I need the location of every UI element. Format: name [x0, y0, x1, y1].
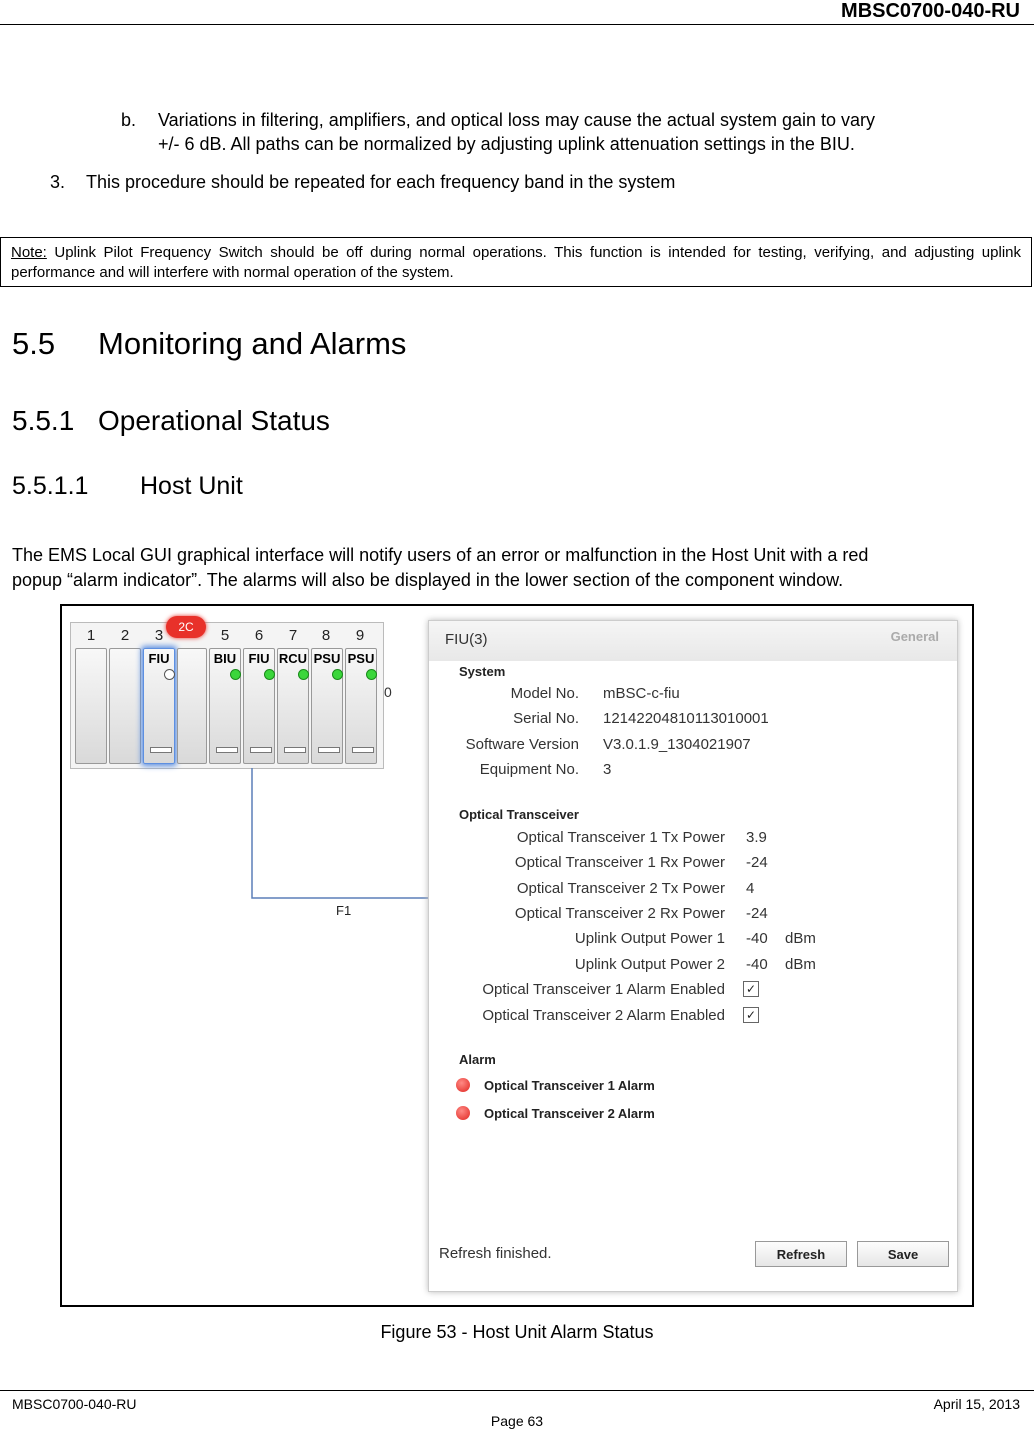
note-text: Uplink Pilot Frequency Switch should be off during normal operations. This function is intended for testing, verifying, and adjusting uplink performance and will interfere with normal operation of the system. — [11, 244, 1021, 281]
module-label-biu: BIU — [213, 651, 237, 666]
figure-caption: Figure 53 - Host Unit Alarm Status — [380, 1322, 654, 1342]
ot2-alarm-label: Optical Transceiver 2 Alarm — [484, 1106, 655, 1121]
heading-5-5-title: Monitoring and Alarms — [98, 326, 407, 361]
slot-number-2: 2 — [120, 627, 130, 644]
optical-transceiver-section-header: Optical Transceiver — [459, 807, 579, 822]
module-label-psu: PSU — [347, 651, 375, 666]
footer-rule — [0, 1390, 1034, 1391]
refresh-button[interactable]: Refresh — [755, 1241, 847, 1267]
status-message: Refresh finished. — [439, 1245, 552, 1262]
slot-number-6: 6 — [254, 627, 264, 644]
ot2-rx-power-value: -24 — [746, 905, 768, 922]
panel-header — [429, 621, 957, 661]
slot-number-8: 8 — [321, 627, 331, 644]
rack-side-label: 0 — [384, 684, 392, 700]
ot2-alarm-enabled-label: Optical Transceiver 2 Alarm Enabled — [482, 1007, 725, 1024]
uplink-output-power-2-label: Uplink Output Power 2 — [574, 956, 725, 973]
module-label-rcu: RCU — [278, 651, 308, 666]
note-box — [0, 237, 1032, 287]
model-no-label: Model No. — [510, 685, 579, 702]
ot1-alarm-enabled-checkbox[interactable]: ✓ — [743, 981, 759, 997]
heading-5-5-number: 5.5 — [12, 326, 56, 361]
uplink-output-power-2-value: -40 — [746, 956, 768, 973]
slot-number-7: 7 — [288, 627, 298, 644]
alarm-popup-indicator[interactable]: 2C — [166, 616, 206, 638]
uplink-output-power-2-unit: dBm — [785, 956, 816, 973]
f1-connection-line — [62, 606, 432, 916]
list-letter-b: b. — [121, 110, 137, 130]
uplink-output-power-1-unit: dBm — [785, 930, 816, 947]
ot1-tx-power-value: 3.9 — [746, 829, 767, 846]
item-b-line-2: +/- 6 dB. All paths can be normalized by adjusting uplink attenuation settings in the BIU. — [158, 134, 855, 154]
footer-page-number: Page 63 — [490, 1413, 544, 1429]
header-rule — [0, 24, 1034, 25]
slot-number-1: 1 — [86, 627, 96, 644]
equipment-no-value: 3 — [603, 761, 612, 778]
ot1-alarm-enabled-label: Optical Transceiver 1 Alarm Enabled — [482, 981, 725, 998]
module-label-fiu: FIU — [248, 651, 270, 666]
item-3-text: This procedure should be repeated for each frequency band in the system — [86, 172, 676, 192]
ot2-alarm-enabled-checkbox[interactable]: ✓ — [743, 1007, 759, 1023]
serial-no-label: Serial No. — [513, 710, 579, 727]
f1-link-label: F1 — [336, 903, 352, 918]
ot1-alarm-label: Optical Transceiver 1 Alarm — [484, 1078, 655, 1093]
ot2-tx-power-label: Optical Transceiver 2 Tx Power — [516, 880, 725, 897]
item-b-line-1: Variations in filtering, amplifiers, and optical loss may cause the actual system gain to vary — [158, 110, 875, 130]
slot-number-3: 3 — [154, 627, 164, 644]
serial-no-value: 12142204810113010001 — [603, 710, 769, 727]
heading-5-5-1-1-number: 5.5.1.1 — [12, 472, 89, 500]
software-version-value: V3.0.1.9_1304021907 — [603, 736, 751, 753]
software-version-label: Software Version — [465, 736, 579, 753]
slot-number-5: 5 — [220, 627, 230, 644]
model-no-value: mBSC-c-fiu — [603, 685, 680, 702]
slot-number-9: 9 — [355, 627, 365, 644]
alarm-section-header: Alarm — [459, 1052, 496, 1067]
footer-date: April 15, 2013 — [933, 1396, 1020, 1412]
uplink-output-power-1-value: -40 — [746, 930, 768, 947]
note-label: Note: — [11, 244, 47, 261]
footer-doc-id: MBSC0700-040-RU — [12, 1396, 137, 1412]
equipment-no-label: Equipment No. — [479, 761, 579, 778]
ot2-tx-power-value: 4 — [746, 880, 755, 897]
module-label-fiu: FIU — [148, 651, 170, 666]
list-number-3: 3. — [50, 172, 66, 192]
ot1-tx-power-label: Optical Transceiver 1 Tx Power — [516, 829, 725, 846]
alarm-red-indicator-icon — [456, 1106, 470, 1120]
heading-5-5-1-1-title: Host Unit — [140, 472, 243, 500]
ot2-rx-power-label: Optical Transceiver 2 Rx Power — [514, 905, 725, 922]
module-label-psu: PSU — [313, 651, 341, 666]
system-section-header: System — [459, 664, 506, 679]
panel-title: FIU(3) — [445, 631, 488, 648]
uplink-output-power-1-label: Uplink Output Power 1 — [574, 930, 725, 947]
ot1-rx-power-value: -24 — [746, 854, 768, 871]
paragraph-line-2: popup “alarm indicator”. The alarms will also be displayed in the lower section of the component window. — [12, 570, 844, 590]
tab-general[interactable]: General — [890, 629, 939, 644]
ot1-rx-power-label: Optical Transceiver 1 Rx Power — [514, 854, 725, 871]
alarm-red-indicator-icon — [456, 1078, 470, 1092]
save-button[interactable]: Save — [857, 1241, 949, 1267]
heading-5-5-1-title: Operational Status — [98, 405, 330, 436]
fiu-properties-panel — [428, 620, 958, 1292]
document-id-header: MBSC0700-040-RU — [841, 0, 1020, 22]
figure-screenshot — [60, 604, 974, 1307]
heading-5-5-1-number: 5.5.1 — [12, 405, 75, 436]
paragraph-line-1: The EMS Local GUI graphical interface will notify users of an error or malfunction in the Host Unit with a red — [12, 545, 869, 565]
